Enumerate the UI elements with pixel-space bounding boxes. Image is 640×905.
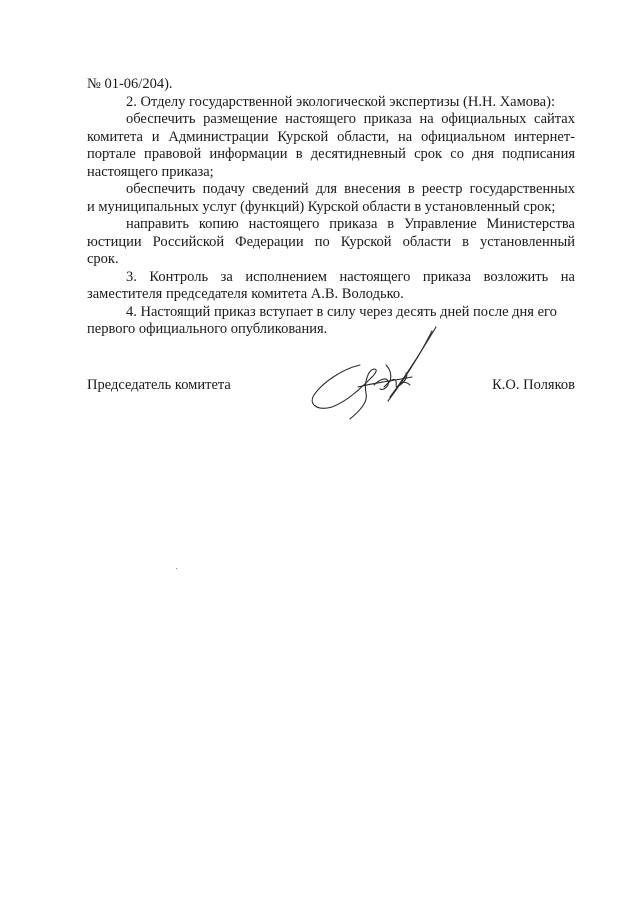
paragraph-item-2: 2. Отделу государственной экологической экспертизы (Н.Н. Хамова): — [126, 93, 555, 110]
scan-speck — [176, 568, 177, 569]
text-line: № 01-06/204). — [87, 76, 173, 92]
handwritten-signature-icon — [300, 325, 450, 425]
document-body — [87, 76, 575, 339]
text-line: юстиции Российской Федерации по Курской области в установленный — [87, 233, 575, 250]
text-line: первого официального опубликования. — [87, 321, 328, 337]
text-line: направить копию настоящего приказа в Управление Министерства — [126, 216, 575, 232]
signatory-title: Председатель комитета — [87, 377, 231, 393]
text-line: и муниципальных услуг (функций) Курской области в установленный срок; — [87, 198, 556, 215]
paragraph-item-3: 3. Контроль за исполнением настоящего приказа возложить на — [126, 268, 575, 285]
text-line: срок. — [87, 251, 119, 267]
text-line: комитета и Администрации Курской области, на официальном интернет- — [87, 128, 575, 145]
text-line: обеспечить подачу сведений для внесения в реестр государственных — [126, 181, 575, 197]
text-line: обеспечить размещение настоящего приказа на официальных сайтах — [126, 111, 575, 127]
signatory-name: К.О. Поляков — [492, 377, 575, 393]
paragraph-item-4: 4. Настоящий приказ вступает в силу через десять дней после дня его — [126, 303, 557, 320]
text-line: портале правовой информации в десятидневный срок со дня подписания — [87, 146, 575, 162]
text-line: заместителя председателя комитета А.В. Володько. — [87, 286, 404, 302]
text-line: настоящего приказа; — [87, 163, 214, 180]
